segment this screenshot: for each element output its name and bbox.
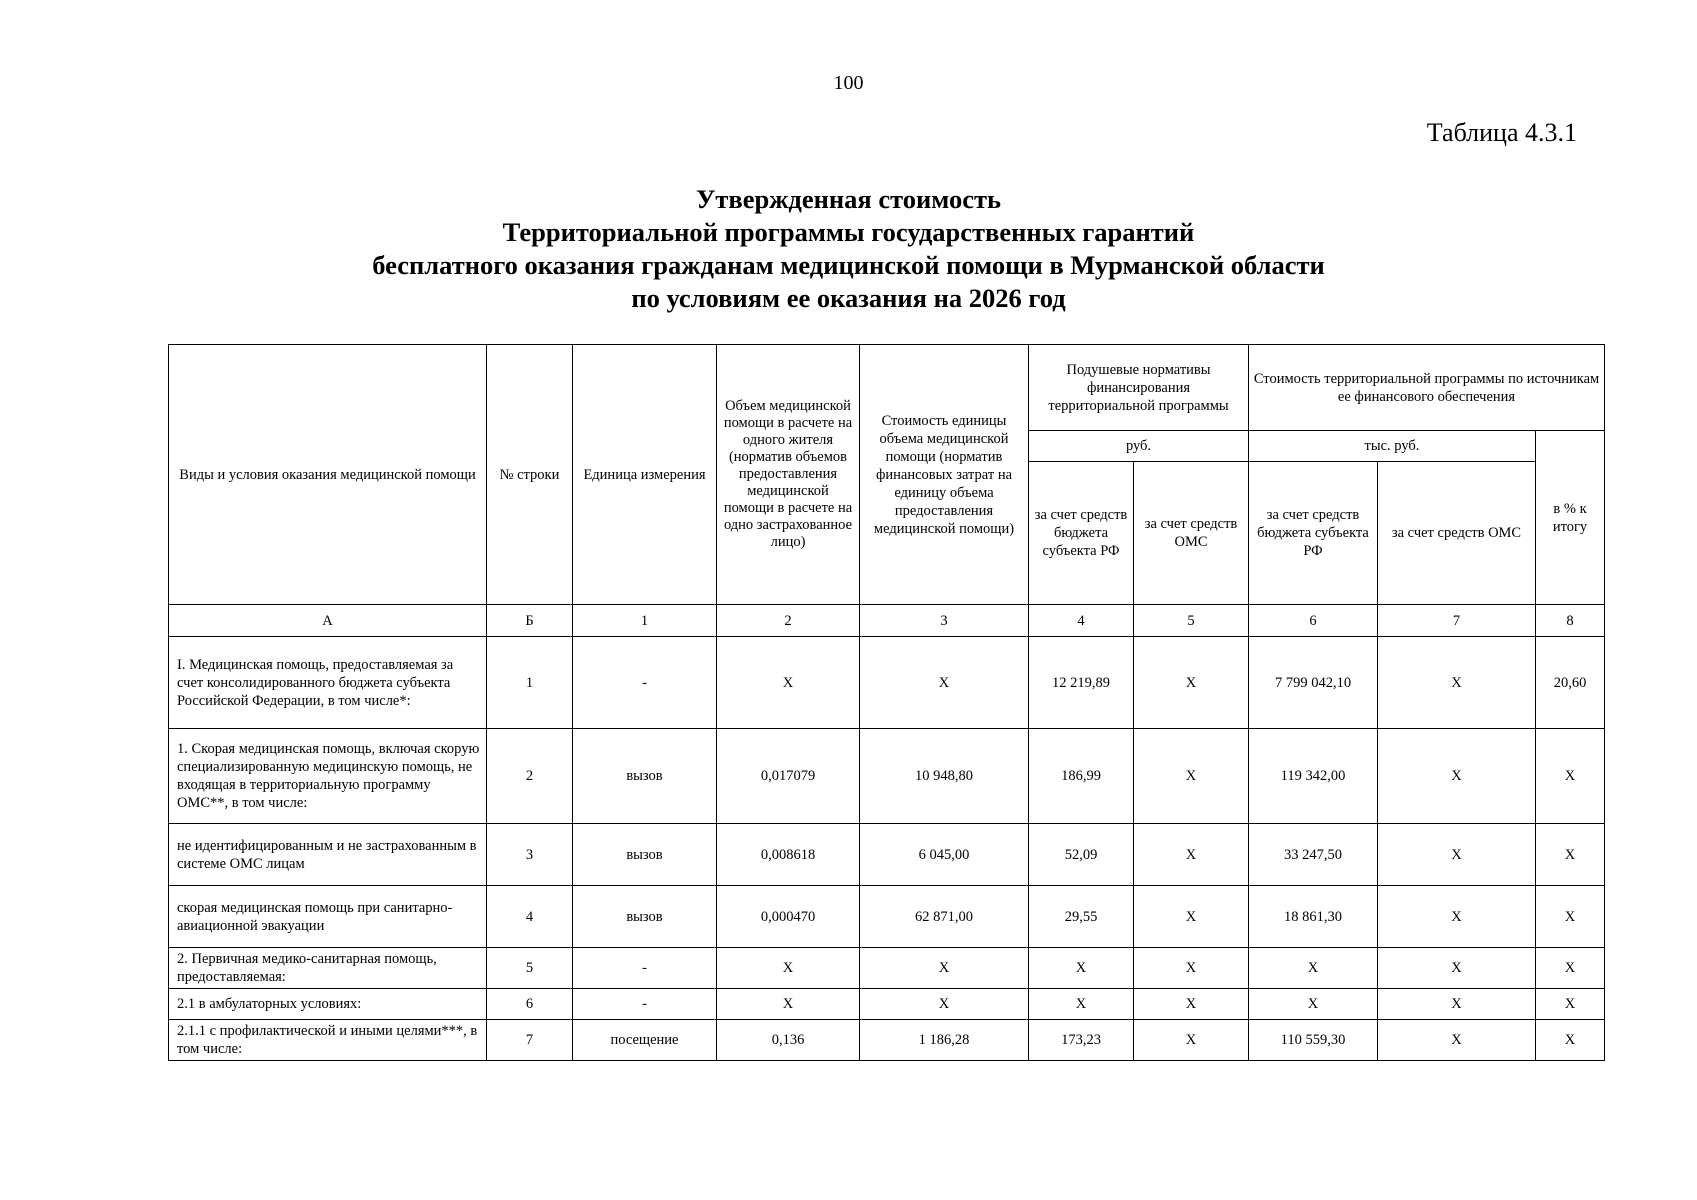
row-unit-cost: 1 186,28: [860, 1020, 1029, 1061]
row-number: 5: [487, 948, 573, 989]
row-pc-oms: X: [1134, 989, 1249, 1020]
row-percent: X: [1536, 948, 1605, 989]
index-cell: 8: [1536, 605, 1605, 637]
row-number: 1: [487, 637, 573, 729]
title-line: Территориальной программы государственных гарантий: [502, 217, 1195, 247]
header-per-capita-group: Подушевые нормативы финансирования территориальной программы: [1029, 345, 1249, 431]
row-volume: 0,136: [717, 1020, 860, 1061]
index-cell: 5: [1134, 605, 1249, 637]
table-row: [169, 989, 1605, 1020]
row-unit: -: [573, 637, 717, 729]
row-volume: 0,017079: [717, 729, 860, 824]
row-name: I. Медицинская помощь, предоставляемая за счет консолидированного бюджета субъекта Российской Федерации, в том числе*:: [169, 637, 487, 729]
row-unit: вызов: [573, 824, 717, 886]
header-percent: в % к итогу: [1536, 431, 1605, 605]
header-volume: Объем медицинской помощи в расчете на одного жителя (норматив объемов предоставления медицинской помощи в расчете на одно застрахованное лицо): [717, 345, 860, 605]
row-unit: вызов: [573, 729, 717, 824]
row-number: 3: [487, 824, 573, 886]
row-pc-budget: X: [1029, 989, 1134, 1020]
row-pc-budget: X: [1029, 948, 1134, 989]
row-pc-budget: 173,23: [1029, 1020, 1134, 1061]
row-cost-oms: X: [1378, 637, 1536, 729]
row-name: скорая медицинская помощь при санитарно-авиационной эвакуации: [169, 886, 487, 948]
header-kind: Виды и условия оказания медицинской помощи: [169, 345, 487, 605]
row-cost-budget: X: [1249, 989, 1378, 1020]
row-number: 4: [487, 886, 573, 948]
row-cost-oms: X: [1378, 948, 1536, 989]
header-cost-oms: за счет средств ОМС: [1378, 462, 1536, 605]
row-unit: вызов: [573, 886, 717, 948]
row-unit-cost: X: [860, 948, 1029, 989]
row-percent: 20,60: [1536, 637, 1605, 729]
row-cost-oms: X: [1378, 1020, 1536, 1061]
table-row: [169, 824, 1605, 886]
row-cost-oms: X: [1378, 886, 1536, 948]
row-volume: X: [717, 948, 860, 989]
header-unit-thousand-rub: тыс. руб.: [1249, 431, 1536, 462]
row-pc-budget: 186,99: [1029, 729, 1134, 824]
title-line: по условиям ее оказания на 2026 год: [631, 283, 1066, 313]
header-row-number: № строки: [487, 345, 573, 605]
header-cost-group: Стоимость территориальной программы по источникам ее финансового обеспечения: [1249, 345, 1605, 431]
title-line: бесплатного оказания гражданам медицинской помощи в Мурманской области: [372, 250, 1325, 280]
row-cost-budget: X: [1249, 948, 1378, 989]
cost-table: [168, 344, 1605, 1061]
row-volume: X: [717, 989, 860, 1020]
row-name: 2.1.1 с профилактической и иными целями***, в том числе:: [169, 1020, 487, 1061]
index-cell: А: [169, 605, 487, 637]
header-cost-budget: за счет средств бюджета субъекта РФ: [1249, 462, 1378, 605]
row-number: 6: [487, 989, 573, 1020]
row-cost-budget: 119 342,00: [1249, 729, 1378, 824]
row-unit: -: [573, 948, 717, 989]
row-pc-oms: X: [1134, 886, 1249, 948]
header-pc-oms: за счет средств ОМС: [1134, 462, 1249, 605]
row-pc-budget: 29,55: [1029, 886, 1134, 948]
row-cost-oms: X: [1378, 824, 1536, 886]
row-name: 1. Скорая медицинская помощь, включая скорую специализированную медицинскую помощь, не входящая в территориальную программу ОМС**, в том числе:: [169, 729, 487, 824]
title-line: Утвержденная стоимость: [695, 184, 1002, 214]
index-cell: 3: [860, 605, 1029, 637]
document-title: [0, 183, 1697, 315]
row-pc-oms: X: [1134, 1020, 1249, 1061]
row-name: не идентифицированным и не застрахованным в системе ОМС лицам: [169, 824, 487, 886]
row-pc-budget: 12 219,89: [1029, 637, 1134, 729]
row-percent: X: [1536, 824, 1605, 886]
row-percent: X: [1536, 989, 1605, 1020]
header-unit: Единица измерения: [573, 345, 717, 605]
row-unit-cost: 62 871,00: [860, 886, 1029, 948]
row-pc-oms: X: [1134, 637, 1249, 729]
row-percent: X: [1536, 729, 1605, 824]
row-pc-oms: X: [1134, 729, 1249, 824]
row-number: 2: [487, 729, 573, 824]
index-cell: 4: [1029, 605, 1134, 637]
header-unit-cost: Стоимость единицы объема медицинской помощи (норматив финансовых затрат на единицу объема предоставления медицинской помощи): [860, 345, 1029, 605]
index-cell: Б: [487, 605, 573, 637]
header-unit-rub: руб.: [1029, 431, 1249, 462]
table-row: [169, 948, 1605, 989]
index-cell: 1: [573, 605, 717, 637]
row-unit: -: [573, 989, 717, 1020]
row-unit-cost: 6 045,00: [860, 824, 1029, 886]
table-label: Таблица 4.3.1: [1426, 118, 1577, 147]
row-percent: X: [1536, 886, 1605, 948]
row-percent: X: [1536, 1020, 1605, 1061]
row-name: 2.1 в амбулаторных условиях:: [169, 989, 487, 1020]
table-row: [169, 729, 1605, 824]
row-pc-oms: X: [1134, 948, 1249, 989]
index-cell: 7: [1378, 605, 1536, 637]
index-cell: 2: [717, 605, 860, 637]
row-name: 2. Первичная медико-санитарная помощь, предоставляемая:: [169, 948, 487, 989]
row-cost-budget: 7 799 042,10: [1249, 637, 1378, 729]
header-pc-budget: за счет средств бюджета субъекта РФ: [1029, 462, 1134, 605]
index-cell: 6: [1249, 605, 1378, 637]
row-pc-budget: 52,09: [1029, 824, 1134, 886]
row-volume: 0,008618: [717, 824, 860, 886]
row-pc-oms: X: [1134, 824, 1249, 886]
row-unit: посещение: [573, 1020, 717, 1061]
table-row: [169, 637, 1605, 729]
index-row: [169, 605, 1605, 637]
row-cost-budget: 18 861,30: [1249, 886, 1378, 948]
row-cost-oms: X: [1378, 729, 1536, 824]
row-volume: 0,000470: [717, 886, 860, 948]
row-cost-budget: 33 247,50: [1249, 824, 1378, 886]
row-unit-cost: X: [860, 989, 1029, 1020]
table-row: [169, 1020, 1605, 1061]
table-row: [169, 886, 1605, 948]
row-cost-oms: X: [1378, 989, 1536, 1020]
row-cost-budget: 110 559,30: [1249, 1020, 1378, 1061]
row-number: 7: [487, 1020, 573, 1061]
row-volume: X: [717, 637, 860, 729]
row-unit-cost: X: [860, 637, 1029, 729]
page-number: 100: [833, 72, 864, 94]
row-unit-cost: 10 948,80: [860, 729, 1029, 824]
